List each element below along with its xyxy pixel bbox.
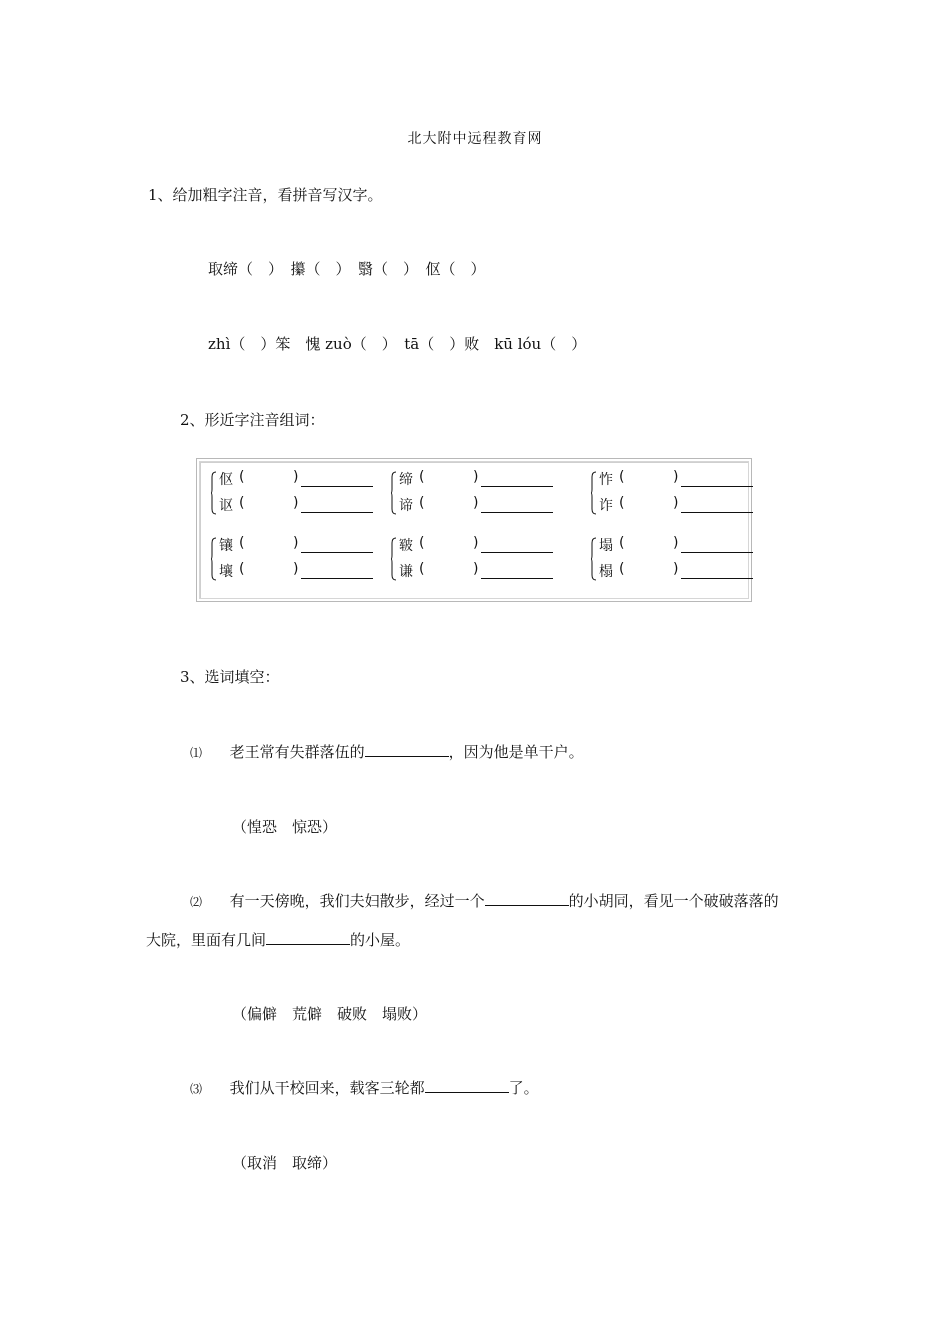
paren-close: ) — [673, 469, 679, 485]
q3-item-2-line-2 — [146, 929, 410, 950]
fill-blank[interactable] — [425, 1078, 509, 1093]
paren-open: ( — [419, 535, 425, 551]
brace-icon — [211, 537, 217, 581]
paren-close: ) — [473, 535, 479, 551]
brace-icon — [211, 471, 217, 515]
paren-open: ( — [619, 469, 625, 485]
char-group-5 — [391, 533, 561, 589]
paren-close: ) — [673, 495, 679, 511]
char: 诈 — [599, 498, 613, 514]
q3-item-1 — [190, 741, 584, 762]
answer-blank[interactable] — [481, 578, 553, 579]
char: 塌 — [599, 538, 613, 554]
answer-blank[interactable] — [301, 512, 373, 513]
paren-close: ) — [673, 561, 679, 577]
item-number: ⑶ — [190, 1082, 203, 1096]
paren-close: ) — [473, 495, 479, 511]
answer-blank[interactable] — [681, 578, 753, 579]
paren-close: ) — [293, 561, 299, 577]
item-text-before: 大院，里面有几间 — [146, 931, 267, 949]
char: 镶 — [219, 538, 233, 554]
answer-blank[interactable] — [301, 486, 373, 487]
char: 缔 — [399, 472, 413, 488]
item-text-before: 我们从干校回来，载客三轮都 — [229, 1079, 425, 1097]
q3-item-3 — [190, 1077, 539, 1098]
paren-open: ( — [239, 561, 245, 577]
paren-open: ( — [419, 469, 425, 485]
item-text-after: 了。 — [508, 1079, 539, 1097]
q3-item-3-choices: （取消 取缔） — [232, 1154, 338, 1172]
paren-open: ( — [619, 561, 625, 577]
answer-blank[interactable] — [481, 512, 553, 513]
fill-blank[interactable] — [266, 930, 350, 945]
question-2-title: 2、形近字注音组词： — [180, 411, 325, 429]
paren-close: ) — [473, 469, 479, 485]
char-group-1 — [211, 467, 381, 523]
item-text-after: 的小屋。 — [350, 931, 411, 949]
paren-open: ( — [239, 535, 245, 551]
paren-close: ) — [473, 561, 479, 577]
answer-blank[interactable] — [301, 552, 373, 553]
paren-close: ) — [673, 535, 679, 551]
page-header: 北大附中远程教育网 — [407, 131, 543, 147]
q3-item-2 — [190, 890, 779, 911]
item-text-before: 老王常有失群落伍的 — [229, 743, 365, 761]
item-number: ⑵ — [190, 895, 203, 909]
char: 皲 — [399, 538, 413, 554]
brace-icon — [391, 537, 397, 581]
answer-blank[interactable] — [681, 486, 753, 487]
paren-open: ( — [419, 561, 425, 577]
answer-blank[interactable] — [681, 512, 753, 513]
char: 伛 — [219, 472, 233, 488]
q3-item-2-choices: （偏僻 荒僻 破败 塌败） — [232, 1005, 428, 1023]
paren-open: ( — [619, 495, 625, 511]
similar-characters-table — [196, 458, 752, 602]
q3-item-1-choices: （惶恐 惊恐） — [232, 818, 338, 836]
paren-close: ) — [293, 495, 299, 511]
item-text-after: ，因为他是单干户。 — [448, 743, 584, 761]
paren-close: ) — [293, 469, 299, 485]
char: 壤 — [219, 564, 233, 580]
question-3-title: 3、选词填空： — [180, 668, 280, 686]
char: 怍 — [599, 472, 613, 488]
paren-open: ( — [239, 495, 245, 511]
answer-blank[interactable] — [481, 486, 553, 487]
item-text-middle: 的小胡同，看见一个破破落落的 — [568, 892, 779, 910]
question-1-line-1: 取缔（ ） 攥（ ） 翳（ ） 伛（ ） — [208, 260, 486, 278]
brace-icon — [391, 471, 397, 515]
paren-open: ( — [619, 535, 625, 551]
question-1-line-2: zhì（ ）笨 愧 zuò（ ） tā（ ）败 kū lóu（ ） — [208, 335, 587, 353]
question-1-title: 1、给加粗字注音，看拼音写汉字。 — [148, 186, 383, 204]
char: 谛 — [399, 498, 413, 514]
brace-icon — [591, 471, 597, 515]
fill-blank[interactable] — [365, 742, 449, 757]
fill-blank[interactable] — [485, 891, 569, 906]
item-number: ⑴ — [190, 746, 203, 760]
char: 谦 — [399, 564, 413, 580]
answer-blank[interactable] — [681, 552, 753, 553]
char: 榻 — [599, 564, 613, 580]
item-text-before: 有一天傍晚，我们夫妇散步，经过一个 — [229, 892, 485, 910]
brace-icon — [591, 537, 597, 581]
char: 讴 — [219, 498, 233, 514]
paren-open: ( — [419, 495, 425, 511]
answer-blank[interactable] — [481, 552, 553, 553]
char-group-4 — [211, 533, 381, 589]
char-group-6 — [591, 533, 761, 589]
char-group-2 — [391, 467, 561, 523]
char-group-3 — [591, 467, 761, 523]
paren-close: ) — [293, 535, 299, 551]
answer-blank[interactable] — [301, 578, 373, 579]
paren-open: ( — [239, 469, 245, 485]
